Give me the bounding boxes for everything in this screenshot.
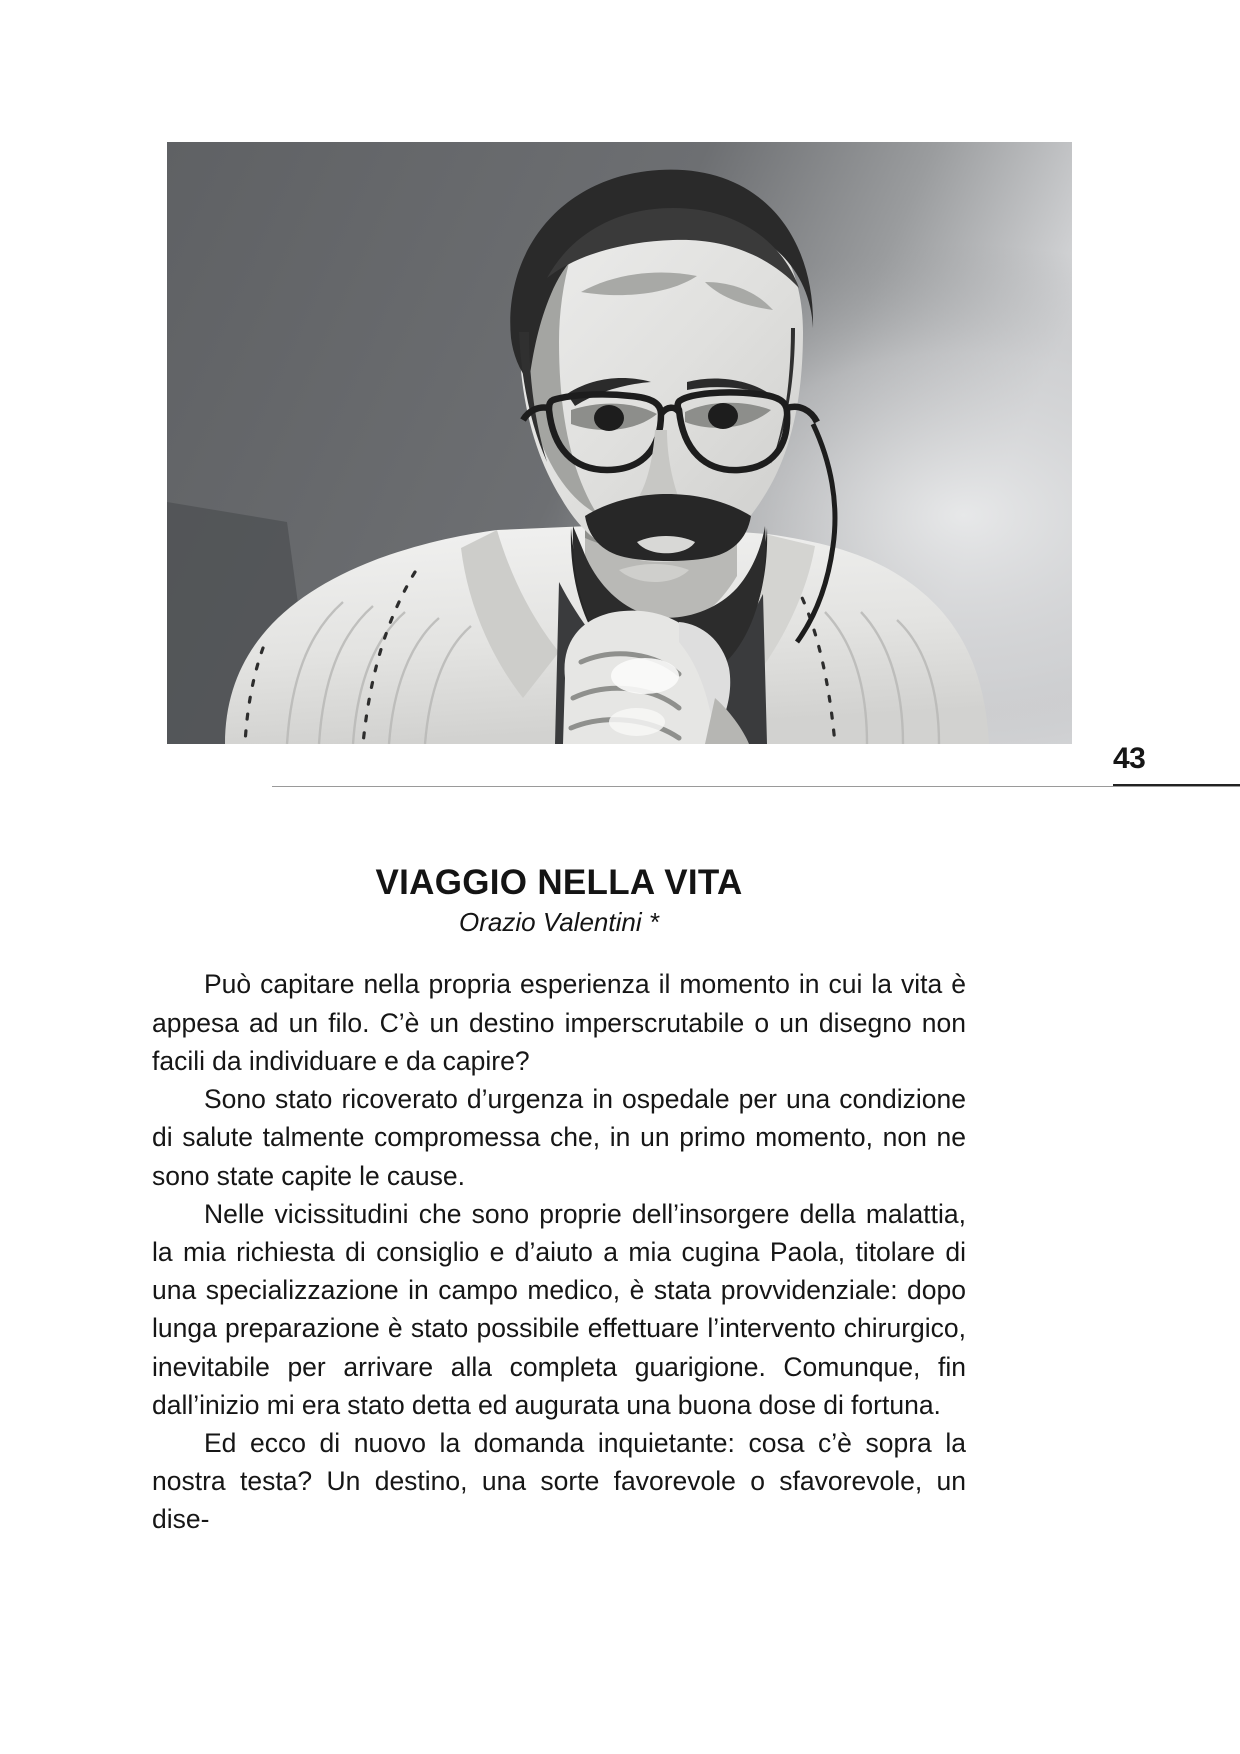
article [152, 862, 966, 1539]
portrait-illustration [167, 142, 1072, 744]
article-paragraph: Ed ecco di nuovo la domanda inquietante: cosa c’è sopra la nostra testa? Un destino, una sorte favorevole o sfavorevole, un dise- [152, 1427, 966, 1535]
page-folio [968, 744, 1240, 786]
article-paragraph: Può capitare nella propria esperienza il momento in cui la vita è appesa ad un filo. C’è un destino imperscrutabile o un disegno non facili da individuare e da capire? [152, 969, 966, 1076]
article-paragraph: Nelle vicissitudini che sono proprie dell’insorgere della malattia, la mia richiesta di consiglio e d’aiuto a mia cugina Paola, titolare di una specializzazione in campo medico, è stata provvidenziale: dopo lunga preparazione è stato possibile effettuare l’intervento chirurgico, inevitabile per arrivare alla completa guarigione. Comunque, fin dall’inizio mi era stato detta ed augurata una buona dose di fortuna. [152, 1198, 966, 1420]
page-number: 43 [1113, 742, 1146, 775]
author-portrait-photo [167, 142, 1072, 744]
article-byline: Orazio Valentini * [459, 907, 659, 938]
article-paragraph: Sono stato ricoverato d’urgenza in ospedale per una condizione di salute talmente compromessa che, in un primo momento, non ne sono state capite le cause. [152, 1084, 966, 1191]
folio-rule-extension [272, 786, 1240, 787]
article-body [152, 965, 966, 1538]
article-title: VIAGGIO NELLA VITA [375, 863, 743, 902]
